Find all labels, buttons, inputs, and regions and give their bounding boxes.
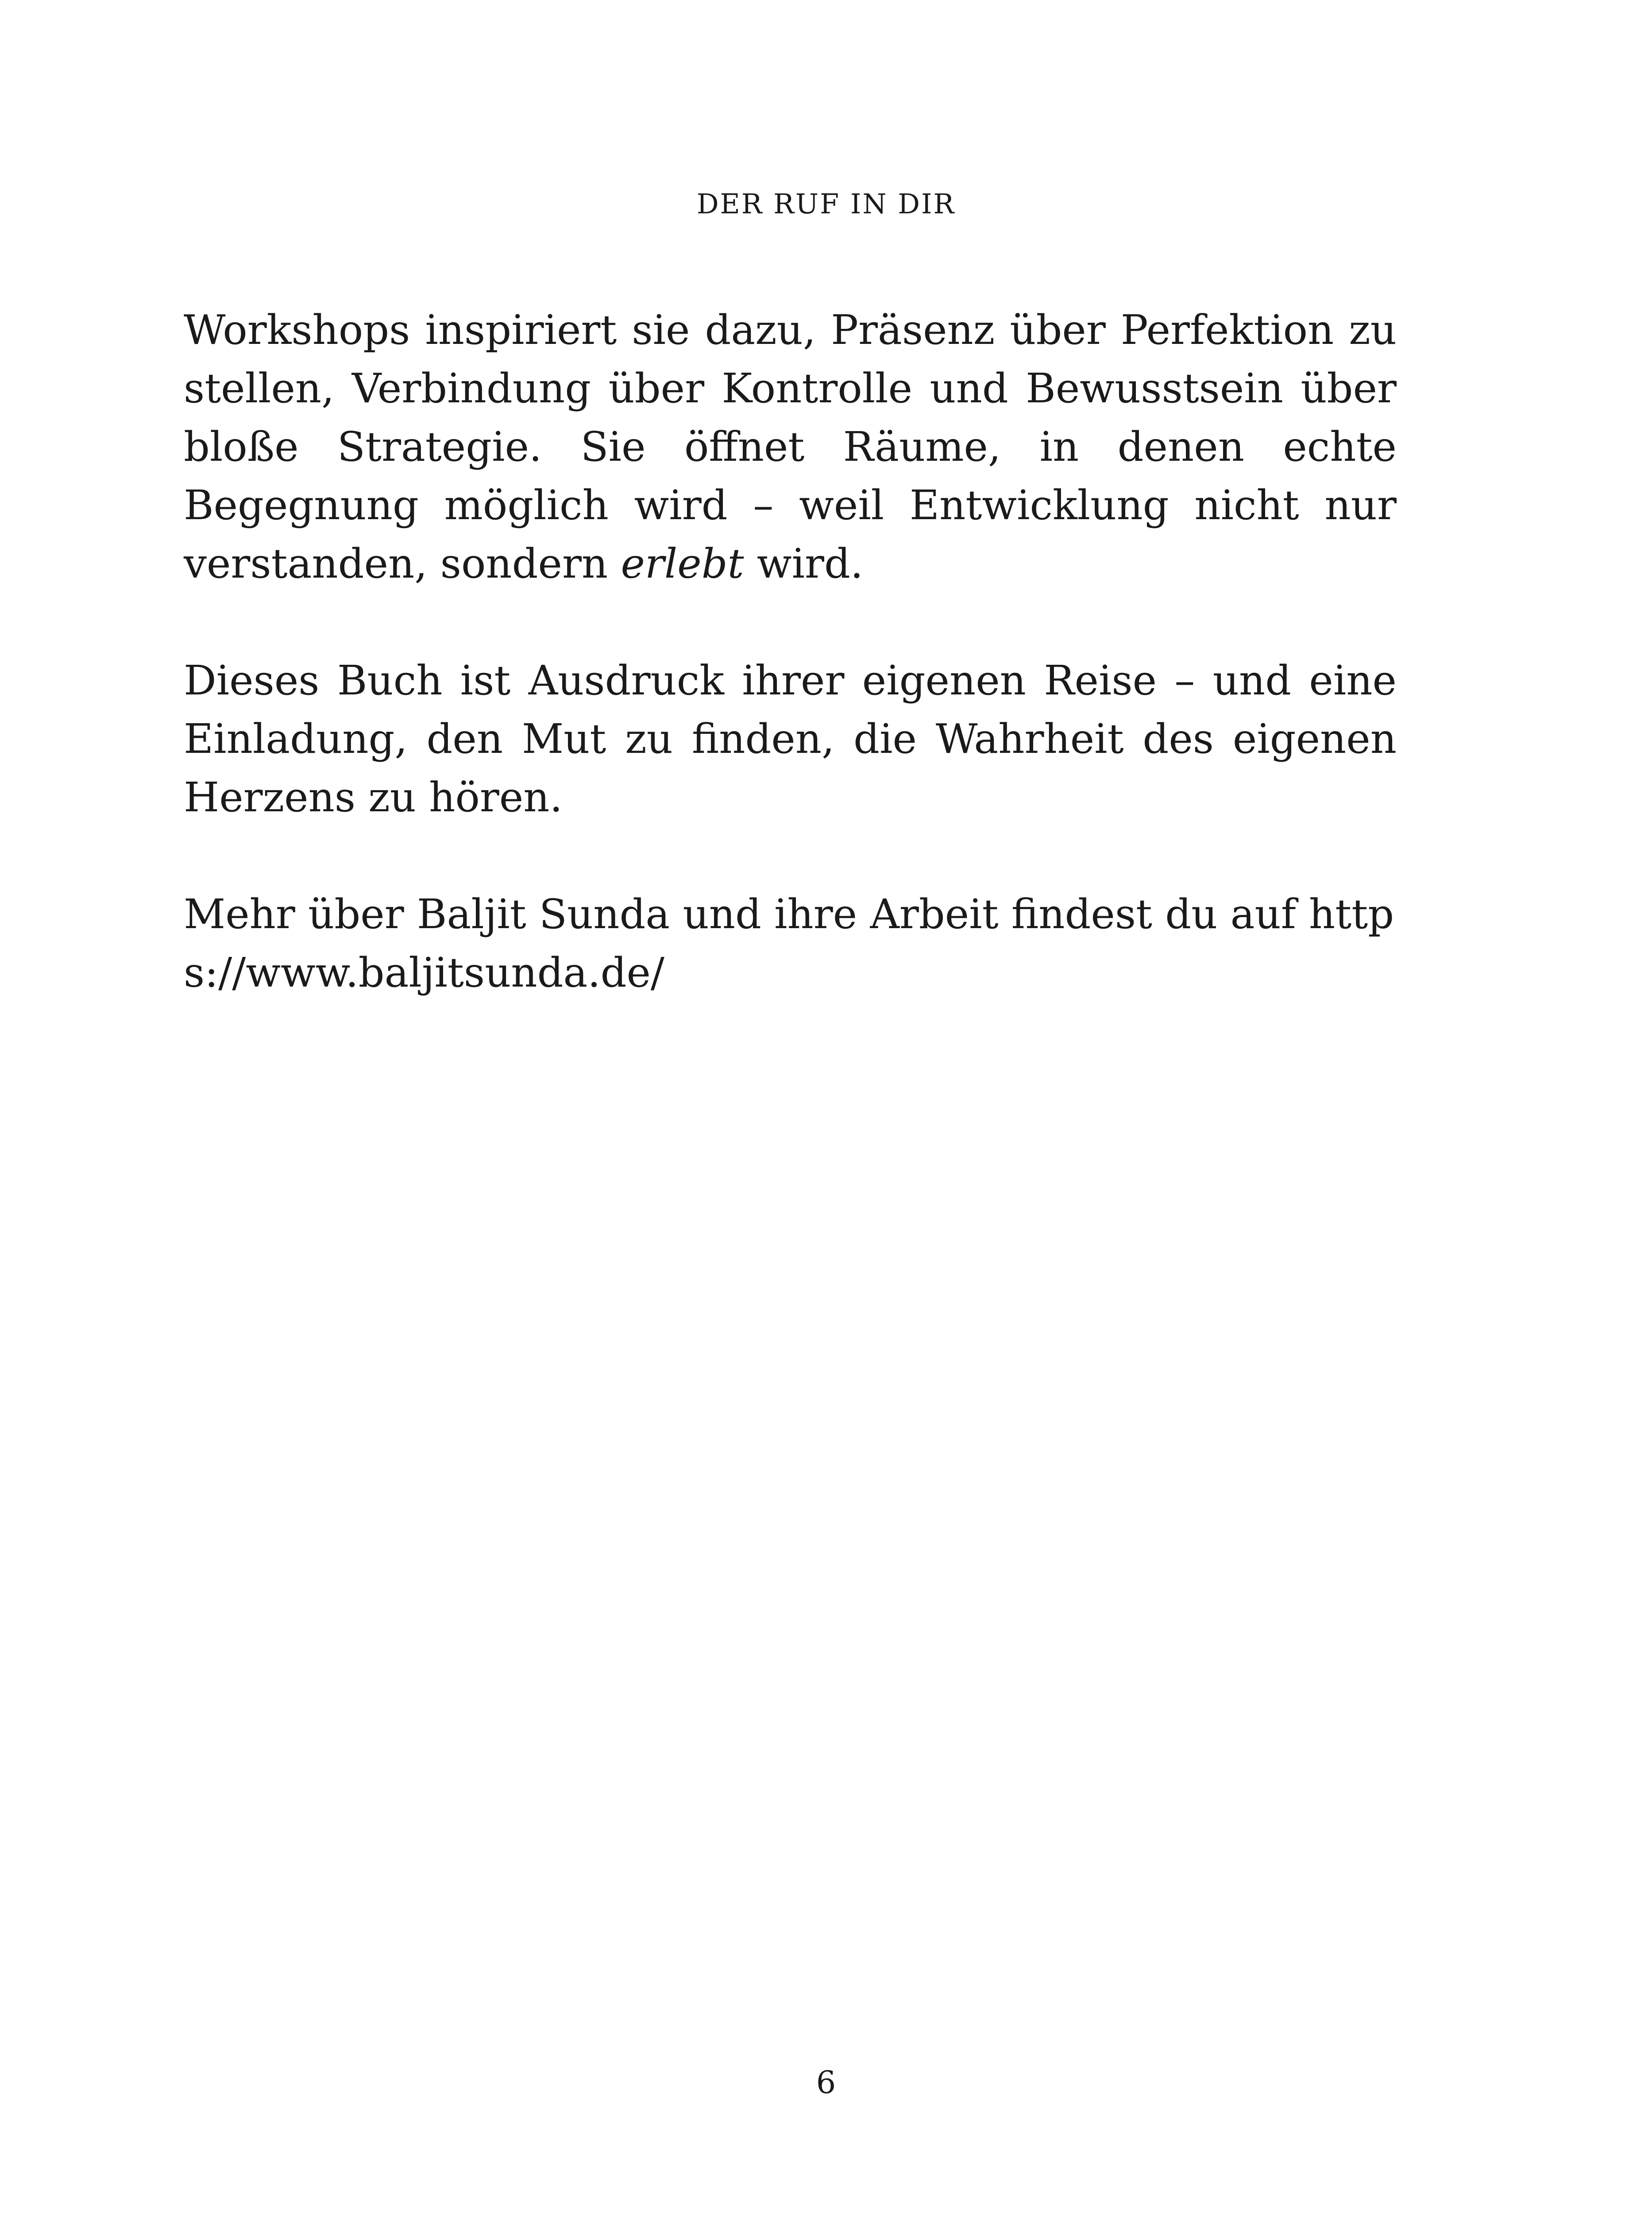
paragraph-3: [184, 885, 1397, 1002]
paragraph-1-text: Workshops inspiriert sie dazu, Präsenz über Perfektion zu stellen, Verbindung über Kontrolle und Bewusstsein über bloße Strategie. Sie öffnet Räume, in denen echte Begegnung möglich wird – weil Entwicklung nicht nur verstanden, sondern: [184, 306, 1397, 587]
paragraph-2: Dieses Buch ist Ausdruck ihrer eigenen Reise – und eine Einladung, den Mut zu finden, die Wahrheit des eigenen Herzens zu hören.: [184, 657, 1397, 821]
body-text: [184, 301, 1397, 1060]
page-number: 6: [816, 2064, 836, 2101]
paragraph-3-text: Mehr über Baljit Sunda und ihre Arbeit findest du auf: [184, 891, 1309, 938]
running-head: DER RUF IN DIR: [696, 188, 956, 220]
paragraph-1: [184, 301, 1397, 593]
website-link[interactable]: https://www.baljitsunda.de/: [184, 891, 1394, 996]
paragraph-1-end: wird.: [744, 540, 864, 587]
emphasis-erlebt: erlebt: [621, 540, 744, 587]
